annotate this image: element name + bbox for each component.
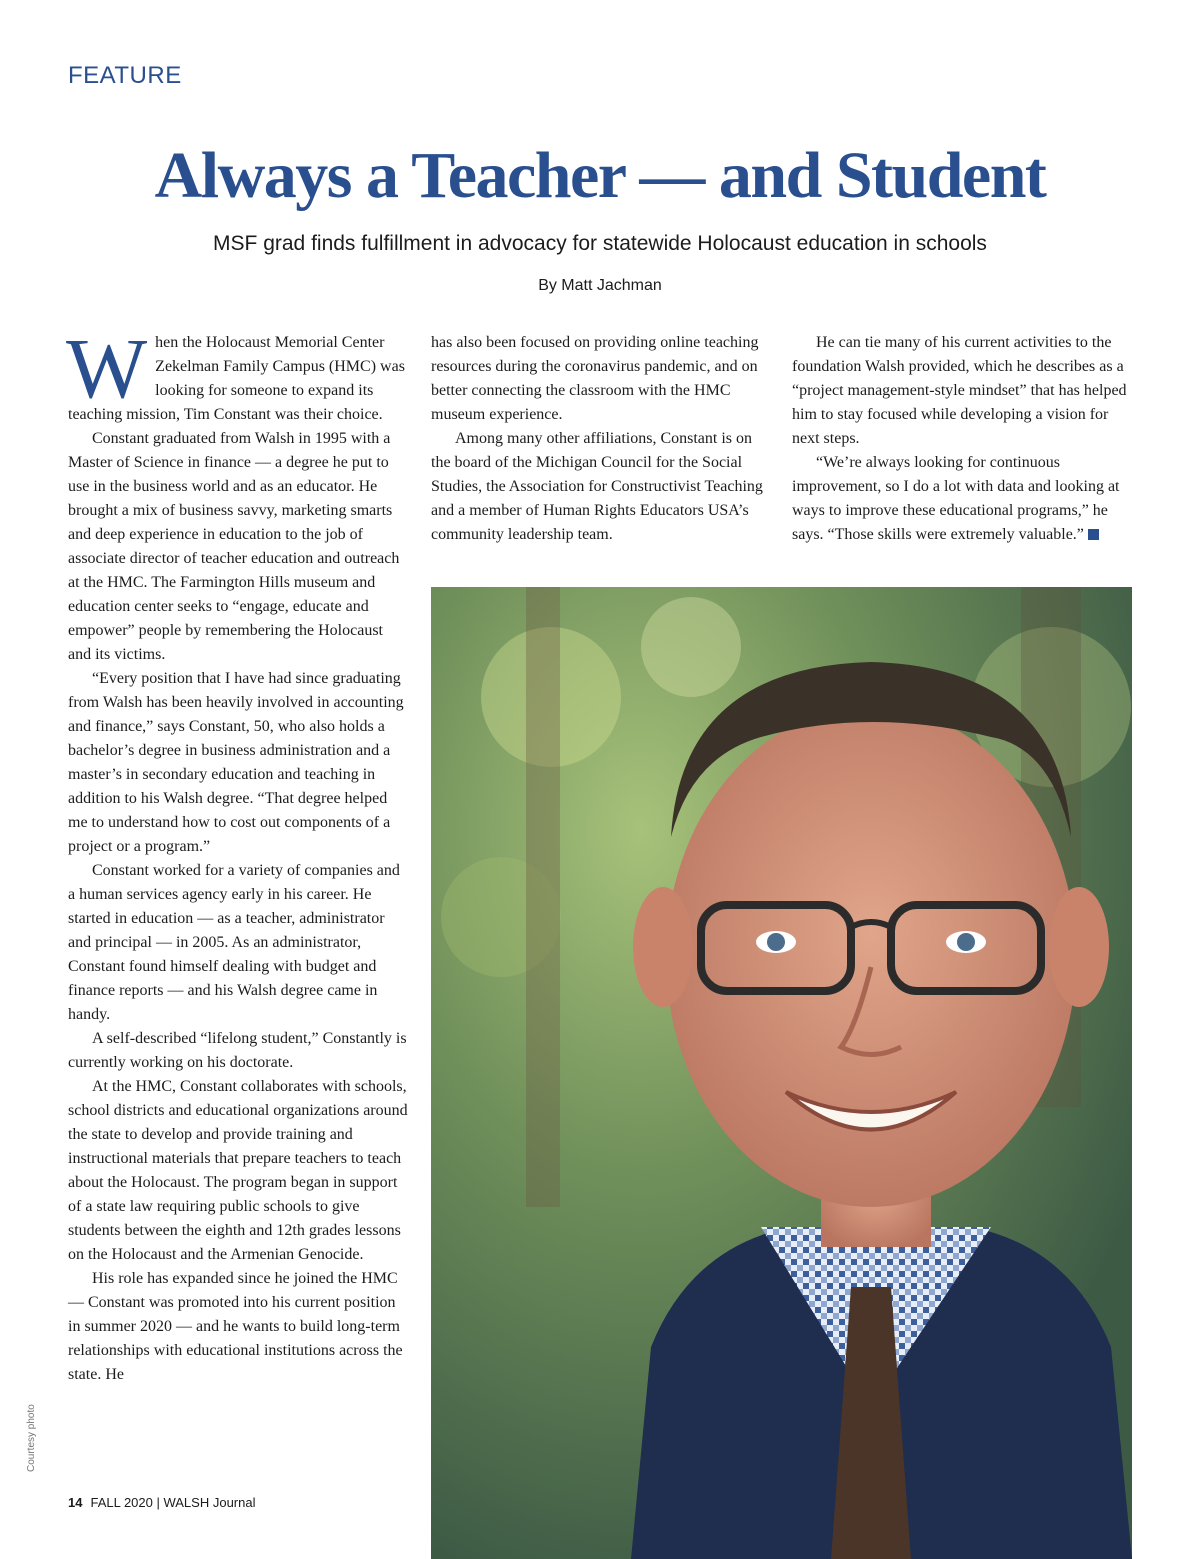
paragraph-text: hen the Holocaust Memorial Center Zekelman Family Campus (HMC) was looking for someone to expand its teaching mission, Tim Constant was their choice. <box>68 334 405 423</box>
paragraph: “Every position that I have had since graduating from Walsh has been heavily involved in accounting and finance,” says Constant, 50, who also holds a bachelor’s degree in business administration and a master’s in secondary education and teaching in addition to his Walsh degree. “That degree helped me to understand how to cost out components of a project or a program.” <box>68 670 404 855</box>
drop-cap: W <box>66 320 148 416</box>
portrait-photo <box>431 587 1132 1559</box>
portrait-illustration <box>431 587 1132 1559</box>
article-column-2 <box>431 331 766 547</box>
paragraph: At the HMC, Constant collaborates with schools, school districts and educational organizations around the state to develop and provide training and instructional materials that prepare teachers to teach about the Holocaust. The program began in support of a state law requiring public schools to give students between the eighth and 12th grades lessons on the Holocaust and the Armenian Genocide. <box>68 1078 408 1263</box>
paragraph: He can tie many of his current activities to the foundation Walsh provided, which he describes as a “project management-style mindset” that has helped him to stay focused while developing a vision for next steps. <box>792 334 1127 447</box>
issue-label: FALL 2020 | WALSH Journal <box>90 1495 256 1510</box>
paragraph: Among many other affiliations, Constant is on the board of the Michigan Council for the Social Studies, the Association for Constructivist Teaching and a member of Human Rights Educators USA’s community leadership team. <box>431 430 763 543</box>
section-label: FEATURE <box>68 62 182 89</box>
end-of-article-mark <box>1088 529 1099 540</box>
page-number: 14 <box>68 1495 83 1510</box>
paragraph: Constant graduated from Walsh in 1995 with a Master of Science in finance — a degree he put to use in the business world and as an educator. He brought a mix of business savvy, marketing smarts and deep experience in education to the job of associate director of teacher education and outreach at the HMC. The Farmington Hills museum and education center seeks to “engage, educate and empower” people by remembering the Holocaust and its victims. <box>68 430 400 663</box>
page-footer <box>68 1495 255 1510</box>
photo-credit: Courtesy photo <box>26 1404 37 1472</box>
article-byline: By Matt Jachman <box>538 277 662 294</box>
paragraph: Constant worked for a variety of companies and a human services agency early in his career. He started in education — as a teacher, administrator and principal — in 2005. As an administrator, Constant found himself dealing with budget and finance reports — and his Walsh degree came in handy. <box>68 862 400 1023</box>
article-column-3 <box>792 331 1132 547</box>
article-subhead: MSF grad finds fulfillment in advocacy for statewide Holocaust education in schools <box>213 232 987 255</box>
paragraph <box>792 451 1132 547</box>
paragraph: His role has expanded since he joined the HMC — Constant was promoted into his current position in summer 2020 — and he wants to build long-term relationships with educational institutions across the state. He <box>68 1270 403 1383</box>
article-headline: Always a Teacher — and Student <box>154 139 1046 212</box>
paragraph <box>66 320 408 427</box>
paragraph-text: “We’re always looking for continuous improvement, so I do a lot with data and looking at ways to improve these educational programs,” he says. “Those skills were extremely valuable.” <box>792 454 1120 543</box>
article-column-1 <box>66 320 408 1387</box>
paragraph: A self-described “lifelong student,” Constantly is currently working on his doctorate. <box>68 1030 407 1071</box>
paragraph: has also been focused on providing online teaching resources during the coronavirus pandemic, and on better connecting the classroom with the HMC museum experience. <box>431 334 759 423</box>
